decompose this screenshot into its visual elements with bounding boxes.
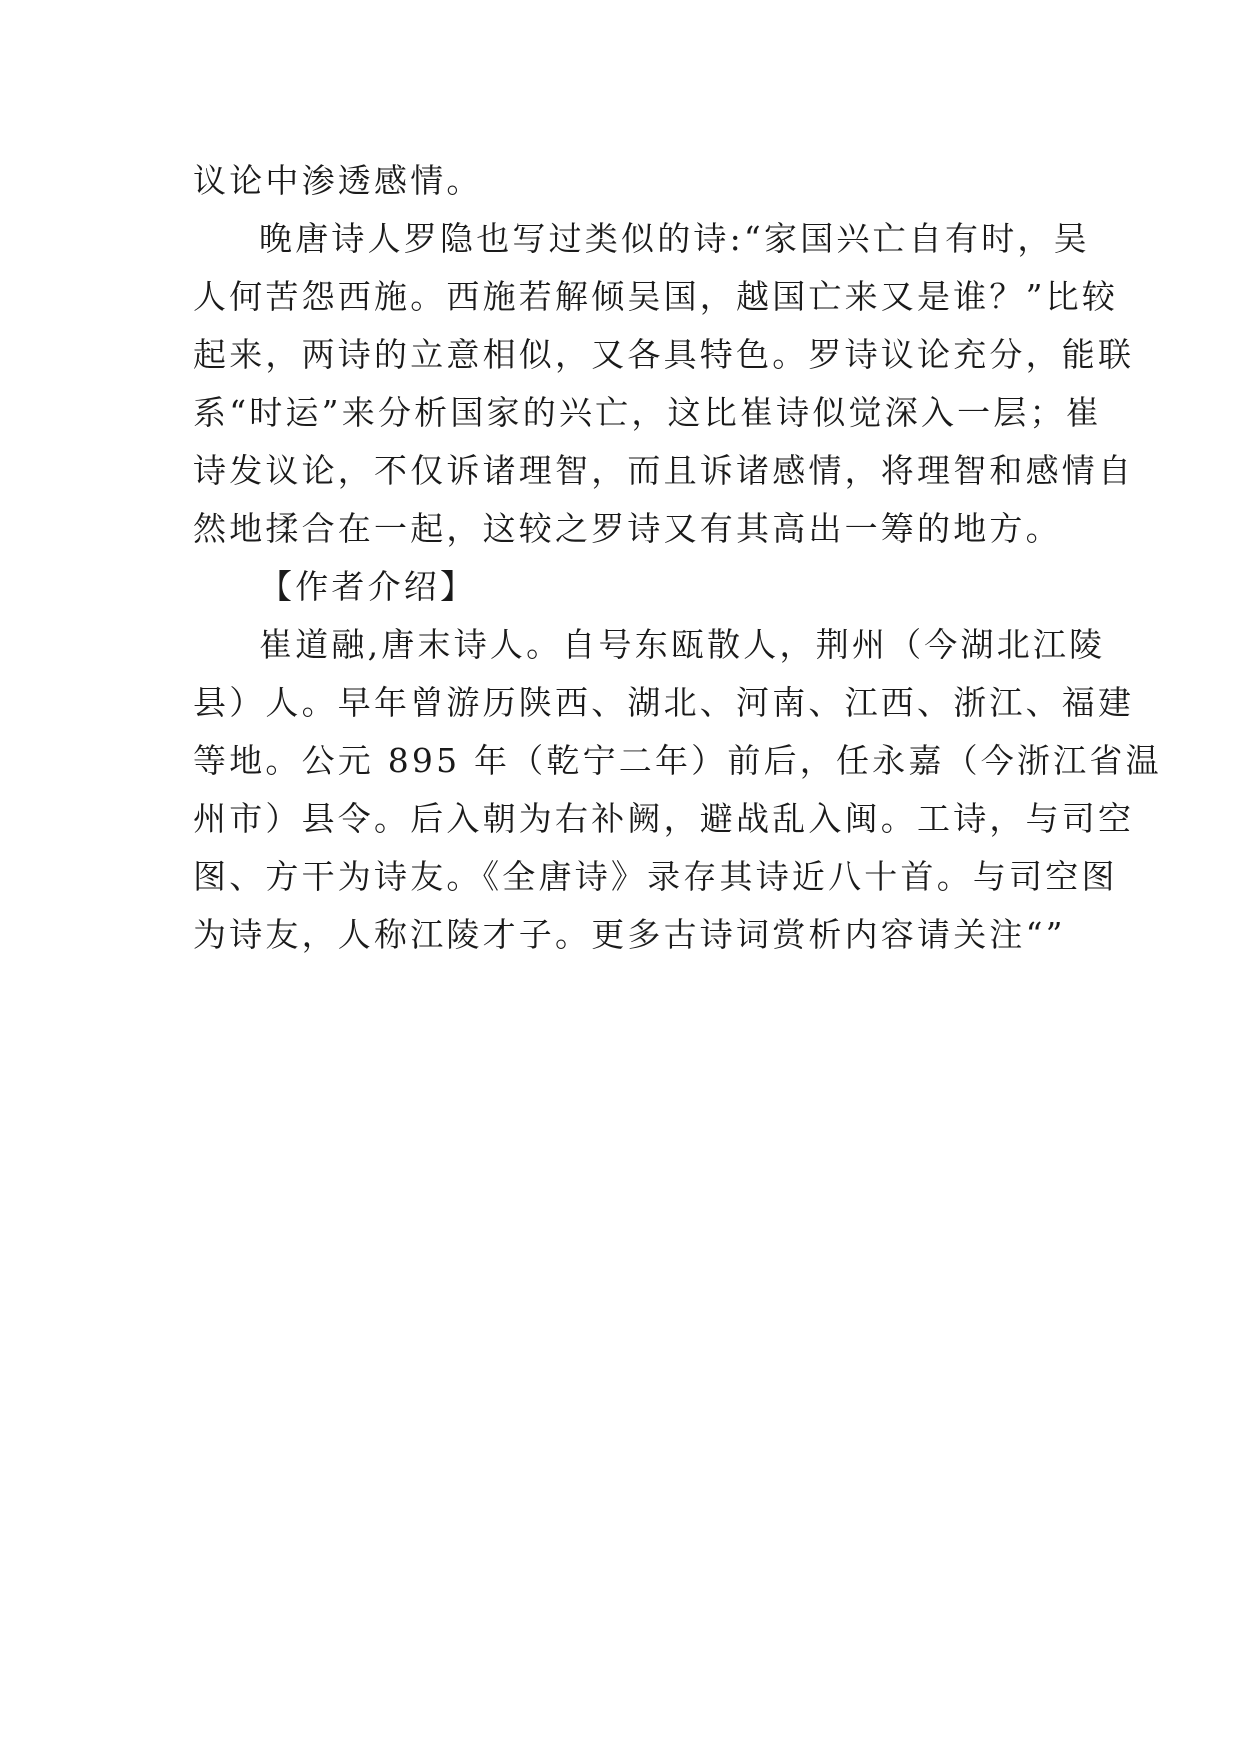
paragraph-line: 等地。公元 895 年（乾宁二年）前后，任永嘉（今浙江省温 (193, 741, 1162, 780)
paragraph-line: 为诗友，人称江陵才子。更多古诗词赏析内容请关注“” (193, 915, 1066, 954)
paragraph-line: 州市）县令。后入朝为右补阙，避战乱入闽。工诗，与司空 (193, 799, 1135, 838)
paragraph-line: 晚唐诗人罗隐也写过类似的诗:“家国兴亡自有时，吴 (259, 219, 1090, 258)
paragraph-line: 系“时运”来分析国家的兴亡，这比崔诗似觉深入一层；崔 (193, 393, 1102, 432)
paragraph-line: 起来，两诗的立意相似，又各具特色。罗诗议论充分，能联 (193, 335, 1135, 374)
section-heading: 【作者介绍】 (259, 567, 477, 606)
paragraph-line: 然地揉合在一起，这较之罗诗又有其高出一筹的地方。 (193, 509, 1062, 548)
paragraph-line: 诗发议论，不仅诉诸理智，而且诉诸感情，将理智和感情自 (193, 451, 1135, 490)
paragraph-line: 县）人。早年曾游历陕西、湖北、河南、江西、浙江、福建 (193, 683, 1135, 722)
document-body (193, 152, 1162, 964)
paragraph-line: 人何苦怨西施。西施若解倾吴国，越国亡来又是谁？”比较 (193, 277, 1119, 316)
paragraph-line: 崔道融,唐末诗人。自号东瓯散人，荆州（今湖北江陵 (259, 625, 1106, 664)
paragraph-line: 图、方干为诗友。《全唐诗》录存其诗近八十首。与司空图 (193, 857, 1118, 896)
paragraph-line: 议论中渗透感情。 (193, 161, 483, 200)
